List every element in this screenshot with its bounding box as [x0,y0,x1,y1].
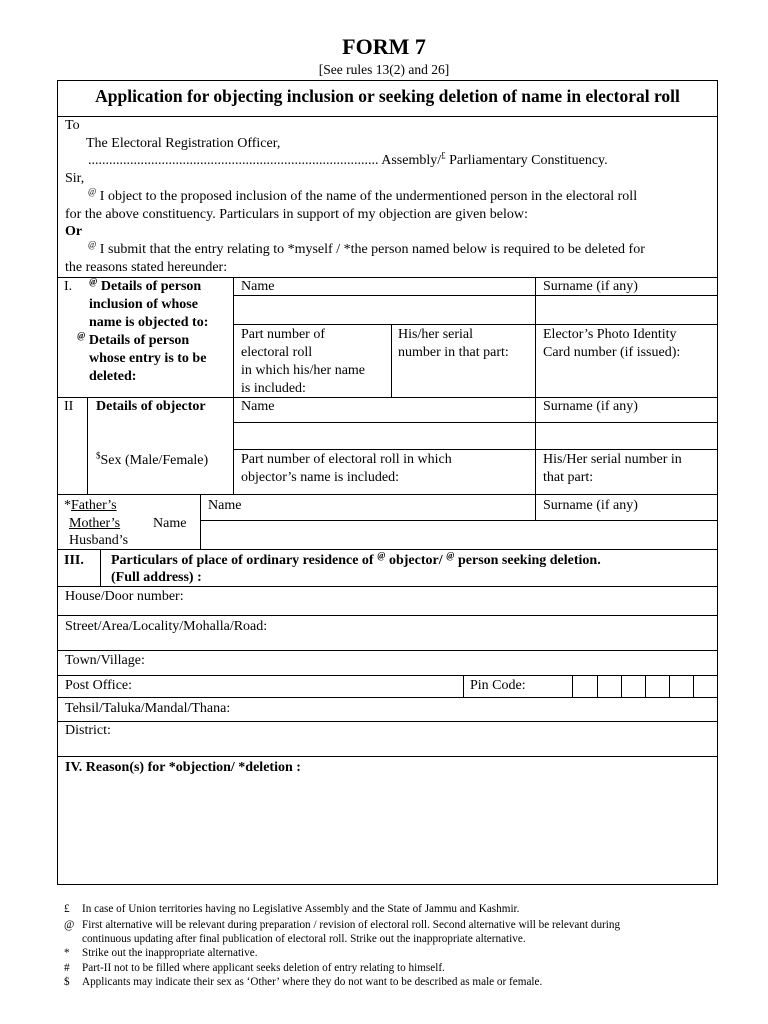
to-label: To [65,118,80,133]
section-4-label: IV. Reason(s) for *objection/ *deletion : [65,760,301,775]
at-marker: @ [88,239,97,250]
district-field[interactable]: District: [65,723,111,738]
divider [200,520,718,521]
deletion-statement[interactable]: @ I submit that the entry relating to *myself / *the person named below is required to be deleted for [88,239,645,257]
objector-surname-field[interactable]: Surname (if any) [543,399,638,414]
divider [57,615,718,616]
person-serial-field: number in that part: [398,345,509,360]
person-serial-field[interactable]: His/her serial [398,327,474,342]
person-part-number-field: is included: [241,381,306,396]
divider [200,494,201,549]
section-1-label-a: name is objected to: [89,315,209,330]
objector-serial-field[interactable]: His/Her serial number in [543,452,682,467]
divider [57,756,718,757]
constituency-line: ................................................................................... Assembly/£ Parliamentary Constituency. [88,150,608,168]
pin-digit-box[interactable] [669,675,670,697]
officer-line: The Electoral Registration Officer, [86,136,281,151]
objection-statement[interactable]: @ I object to the proposed inclusion of the name of the undermentioned person in the electoral roll [88,186,638,204]
house-number-field[interactable]: House/Door number: [65,589,184,604]
divider [463,675,464,697]
divider [535,397,536,494]
pin-digit-box[interactable] [693,675,694,697]
divider [57,697,718,698]
pin-digit-box[interactable] [645,675,646,697]
divider [57,650,718,651]
section-1-number: I. [64,279,73,294]
objector-name-field[interactable]: Name [241,399,275,414]
person-part-number-field[interactable]: Part number of [241,327,325,342]
divider [233,277,234,494]
section-3-number: III. [64,553,84,568]
divider [57,116,718,117]
divider [233,449,718,450]
salutation: Sir, [65,171,85,186]
divider [535,277,536,397]
section-2-label: Details of objector [96,399,206,414]
divider [57,721,718,722]
relative-father-label: *Father’s [64,498,117,513]
section-1-label-b: @ Details of person [77,330,190,348]
relative-name-label: Name [153,516,187,531]
person-part-number-field: in which his/her name [241,363,366,378]
pound-marker: £ [441,150,446,161]
person-epic-field: Card number (if issued): [543,345,681,360]
form-heading: Application for objecting inclusion or seeking deletion of name in electoral roll [95,86,680,106]
divider [233,295,718,296]
divider [57,675,718,676]
person-surname-field[interactable]: Surname (if any) [543,279,638,294]
objector-serial-field: that part: [543,470,594,485]
street-field[interactable]: Street/Area/Locality/Mohalla/Road: [65,619,268,634]
tehsil-field[interactable]: Tehsil/Taluka/Mandal/Thana: [65,701,231,716]
divider [57,549,718,550]
post-office-field[interactable]: Post Office: [65,678,133,693]
pin-digit-box[interactable] [621,675,622,697]
form-title: FORM 7 [342,34,426,59]
divider [57,494,718,495]
person-name-field[interactable]: Name [241,279,275,294]
divider [100,549,101,586]
objector-part-number-field[interactable]: Part number of electoral roll in which [241,452,452,467]
section-1-label-b: deleted: [89,369,137,384]
person-epic-field[interactable]: Elector’s Photo Identity [543,327,677,342]
deletion-statement-cont: the reasons stated hereunder: [65,260,228,275]
relative-mother-label: Mother’s [69,516,121,531]
section-1-label-a: inclusion of whose [89,297,198,312]
pin-digit-box[interactable] [572,675,573,697]
constituency-blank[interactable]: ................................................................................... [88,153,379,168]
or-label: Or [65,224,83,239]
objector-sex-field[interactable]: $Sex (Male/Female) [96,450,209,468]
divider [233,422,718,423]
divider [87,397,88,494]
section-2-number: II [64,399,74,414]
relative-husband-label: Husband’s [69,533,129,548]
divider [233,324,718,325]
section-3-label-cont: (Full address) : [111,570,202,585]
form-subtitle: [See rules 13(2) and 26] [318,62,450,77]
objection-statement-cont: for the above constituency. Particulars in support of my objection are given below: [65,207,528,222]
person-part-number-field: electoral roll [241,345,313,360]
section-1-label-a: @ Details of person [89,276,202,294]
section-3-label: Particulars of place of ordinary residence of @ objector/ @ person seeking deletion. [111,550,601,568]
relative-surname-field[interactable]: Surname (if any) [543,498,638,513]
objector-part-number-field: objector’s name is included: [241,470,399,485]
pin-code-label: Pin Code: [470,678,526,693]
reasons-area[interactable] [58,780,717,884]
divider [391,324,392,397]
section-1-label-b: whose entry is to be [89,351,207,366]
relative-name-field[interactable]: Name [208,498,242,513]
at-marker: @ [88,186,97,197]
pin-digit-box[interactable] [597,675,598,697]
divider [535,494,536,520]
town-field[interactable]: Town/Village: [65,653,145,668]
